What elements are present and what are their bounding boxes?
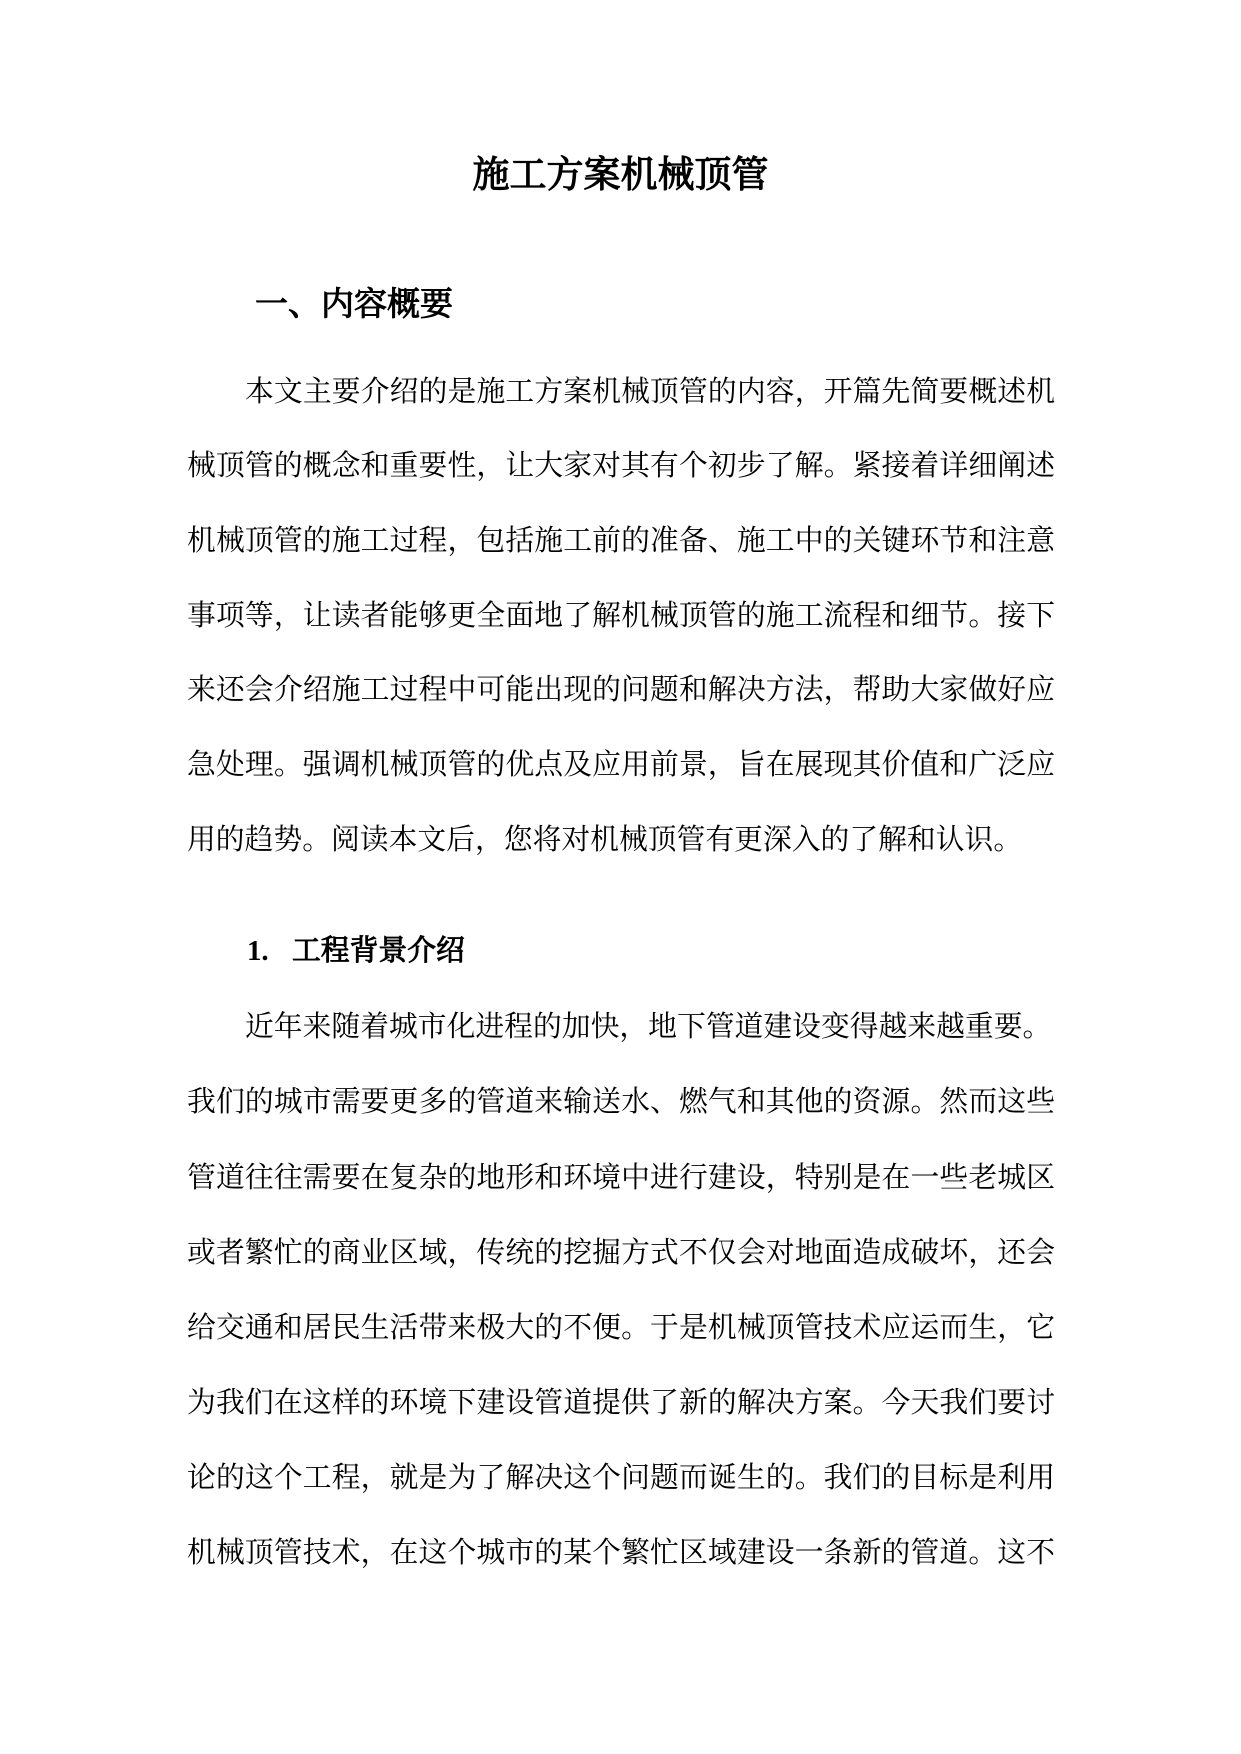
document-title: 施工方案机械顶管 [472, 155, 769, 196]
paragraph-line: 机械顶管的施工过程，包括施工前的准备、施工中的关键环节和注意 [187, 525, 1055, 557]
paragraph-line: 为我们在这样的环境下建设管道提供了新的解决方案。今天我们要讨 [187, 1386, 1055, 1419]
paragraph-line: 本文主要介绍的是施工方案机械顶管的内容，开篇先简要概述机 [245, 375, 1055, 408]
paragraph-line: 管道往往需要在复杂的地形和环境中进行建设，特别是在一些老城区 [187, 1161, 1055, 1194]
paragraph-line: 近年来随着城市化进程的加快，地下管道建设变得越来越重要。 [245, 1011, 1052, 1044]
paragraph-line: 机械顶管技术，在这个城市的某个繁忙区域建设一条新的管道。这不 [187, 1537, 1055, 1570]
section-heading-text: 工程背景介绍 [292, 935, 465, 967]
paragraph-line: 事项等，让读者能够更全面地了解机械顶管的施工流程和细节。接下 [187, 599, 1055, 632]
paragraph-line: 给交通和居民生活带来极大的不便。于是机械顶管技术应运而生，它 [187, 1311, 1055, 1344]
background-paragraph [187, 990, 1055, 1591]
paragraph-line: 急处理。强调机械顶管的优点及应用前景，旨在展现其价值和广泛应 [187, 749, 1055, 782]
paragraph-line: 来还会介绍施工过程中可能出现的问题和解决方法，帮助大家做好应 [187, 674, 1055, 707]
paragraph-line: 用的趋势。阅读本文后，您将对机械顶管有更深入的了解和认识。 [187, 823, 1023, 856]
section-heading-background [247, 914, 465, 989]
paragraph-line: 械顶管的概念和重要性，让大家对其有个初步了解。紧接着详细阐述 [187, 450, 1055, 483]
section-number: 1. [247, 935, 269, 967]
paragraph-line: 论的这个工程，就是为了解决这个问题而诞生的。我们的目标是利用 [187, 1461, 1055, 1494]
paragraph-line: 或者繁忙的商业区域，传统的挖掘方式不仅会对地面造成破坏，还会 [187, 1236, 1055, 1269]
summary-paragraph [187, 355, 1055, 878]
paragraph-line: 我们的城市需要更多的管道来输送水、燃气和其他的资源。然而这些 [187, 1086, 1055, 1119]
section-heading-summary: 一、内容概要 [255, 287, 453, 323]
